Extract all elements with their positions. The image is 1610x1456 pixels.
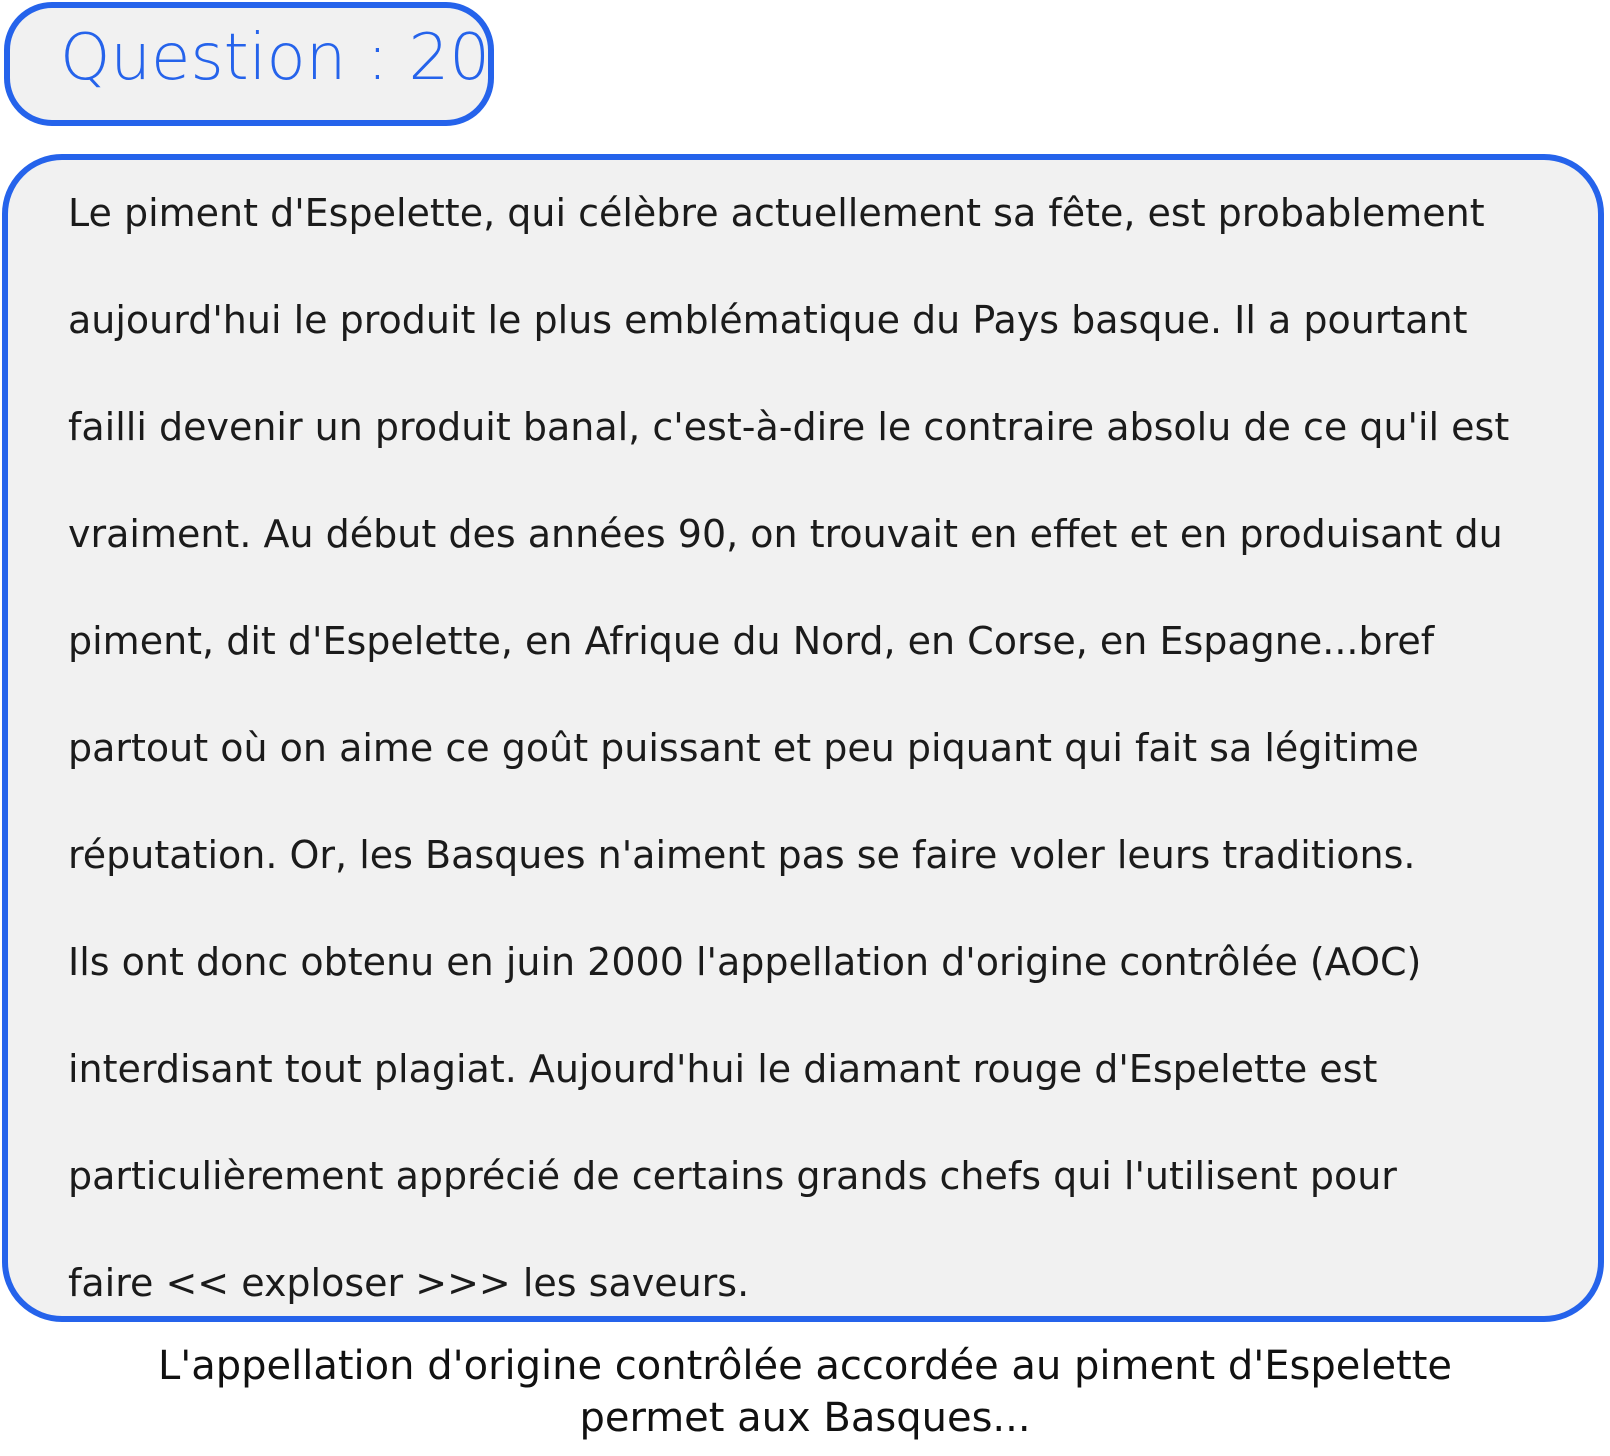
passage-line: vraiment. Au début des années 90, on trouvait en effet et en produisant du <box>68 512 1503 556</box>
passage-line: piment, dit d'Espelette, en Afrique du Nord, en Corse, en Espagne...bref <box>68 619 1435 663</box>
passage-text <box>68 160 1509 1337</box>
question-number: Question : 20 <box>60 21 490 95</box>
prompt-line: permet aux Basques... <box>579 1395 1031 1441</box>
question-prompt <box>0 1340 1610 1444</box>
passage-line: interdisant tout plagiat. Aujourd'hui le diamant rouge d'Espelette est <box>68 1047 1378 1091</box>
passage-line: particulièrement apprécié de certains grands chefs qui l'utilisent pour <box>68 1154 1397 1198</box>
passage-line: Le piment d'Espelette, qui célèbre actuellement sa fête, est probablement <box>68 191 1485 235</box>
prompt-line: L'appellation d'origine contrôlée accordée au piment d'Espelette <box>157 1343 1453 1389</box>
passage-line: aujourd'hui le produit le plus emblématique du Pays basque. Il a pourtant <box>68 298 1468 342</box>
passage-line: réputation. Or, les Basques n'aiment pas se faire voler leurs traditions. <box>68 833 1416 877</box>
passage-line: Ils ont donc obtenu en juin 2000 l'appellation d'origine contrôlée (AOC) <box>68 940 1422 984</box>
passage-panel <box>2 154 1604 1322</box>
passage-line: faire << exploser >>> les saveurs. <box>68 1261 750 1305</box>
passage-line: failli devenir un produit banal, c'est-à-dire le contraire absolu de ce qu'il est <box>68 405 1510 449</box>
passage-line: partout où on aime ce goût puissant et peu piquant qui fait sa légitime <box>68 726 1419 770</box>
question-badge <box>4 2 494 126</box>
